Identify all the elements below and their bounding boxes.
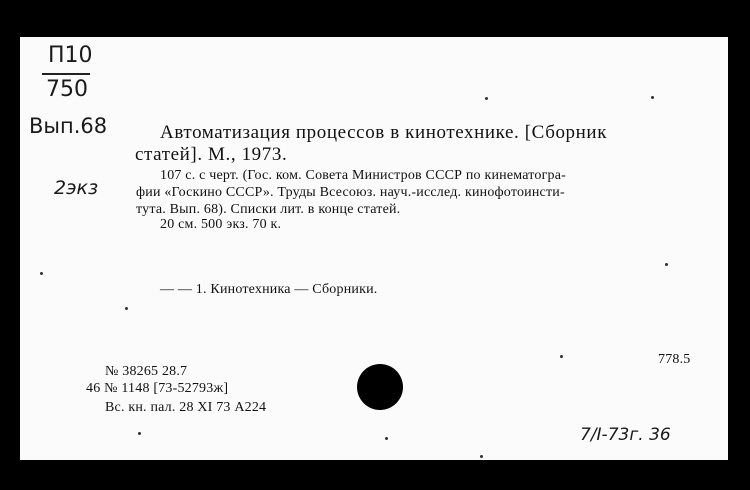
- dust-speck: [480, 455, 483, 458]
- registry-line2: 46 № 1148 [73-52793ж]: [86, 381, 229, 396]
- dust-speck: [651, 96, 654, 99]
- card-punch-hole: [357, 364, 403, 410]
- catalog-card: [20, 37, 728, 460]
- call-number-divider: [42, 73, 90, 75]
- handwritten-date: 7/I-73г. 36: [580, 425, 671, 445]
- entry-desc-line2: фии «Госкино СССР». Труды Всесоюз. науч.-исслед. кинофотоинсти-: [136, 185, 565, 200]
- call-number-line2: 750: [46, 77, 88, 102]
- call-number-issue: Вып.68: [29, 114, 108, 138]
- classification-number: 778.5: [658, 352, 691, 367]
- registry-line1: № 38265 28.7: [105, 364, 188, 379]
- copies-note: 2экз: [54, 177, 99, 199]
- dust-speck: [560, 355, 563, 358]
- call-number-line1: П10: [48, 43, 93, 68]
- entry-title-line1: Автоматизация процессов в кинотехнике. [Сборник: [160, 122, 608, 143]
- registry-line3: Вс. кн. пал. 28 XI 73 А224: [105, 400, 267, 415]
- subject-heading: — — 1. Кинотехника — Сборники.: [160, 282, 378, 297]
- entry-desc-line1: 107 с. с черт. (Гос. ком. Совета Министров СССР по кинематогра-: [160, 168, 567, 183]
- dust-speck: [485, 97, 488, 100]
- dust-speck: [665, 263, 668, 266]
- dust-speck: [125, 307, 128, 310]
- dust-speck: [40, 272, 43, 275]
- entry-title-line2: статей]. М., 1973.: [135, 144, 288, 165]
- dust-speck: [385, 437, 388, 440]
- entry-desc-line4: 20 см. 500 экз. 70 к.: [160, 217, 282, 232]
- entry-desc-line3: тута. Вып. 68). Списки лит. в конце статей.: [136, 202, 401, 217]
- dust-speck: [138, 432, 141, 435]
